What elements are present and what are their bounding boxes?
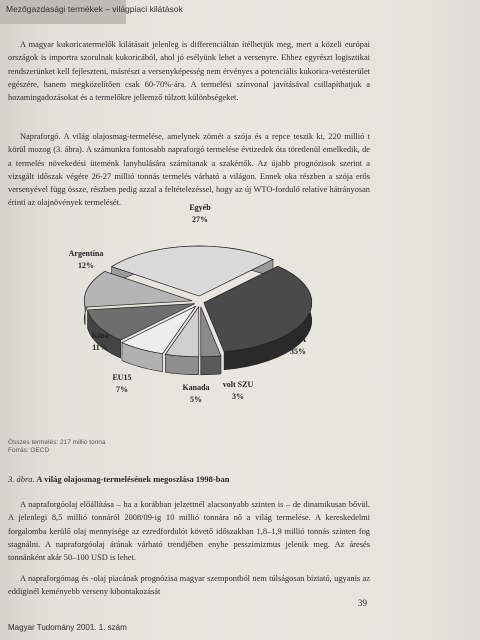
pie-slice-side-volt-szu — [201, 356, 221, 375]
pie-chart — [50, 203, 360, 420]
figure-caption — [8, 474, 378, 484]
slice-value-label: 12% — [78, 261, 94, 270]
slice-name-label: volt SZU — [222, 380, 254, 389]
slice-name-label: Kína — [91, 331, 109, 340]
slice-value-label: 7% — [116, 385, 128, 394]
slice-value-label: 27% — [192, 215, 208, 224]
pie-slices — [84, 246, 311, 375]
slice-value-label: 3% — [232, 392, 244, 401]
figure-title: A világ olajosmag-termelésének megoszlása 1998-ban — [34, 474, 230, 484]
slice-name-label: USA — [289, 335, 307, 344]
paragraph: A magyar kukoricatermelők kilátásait jelenleg is differenciáltan ítélhetjük meg, mert a közeli európai országok is importra szorulnak kukoricából, ahol jó esélyünk lehet a versenyre. Ehhez egyrészt logisztikai rendszerünket kell fejleszteni, másrészt a versenyképesség nem érvényes a potenciális kukorica-vetésterület egészére, hanem megközelítően csak 60-70%-ára. A termelési színvonal javításával csillapíthatjuk a hozamingadozásokat és a termelőkre jellemző túlzott különbségeket. — [8, 40, 370, 103]
pie-slice-side-kanada — [165, 354, 198, 374]
slice-value-label: 35% — [290, 347, 306, 356]
slice-value-label: 5% — [190, 395, 202, 404]
figure-number: 3. ábra. — [8, 474, 35, 484]
slice-name-label: EU15 — [112, 373, 132, 382]
slice-name-label: Argentína — [68, 249, 104, 258]
paragraph: A napraforgóolaj előállítása – ha a korábban jelzettnél alacsonyabb szinten is – de dinamikusan bővül. A jelenlegi 8,5 millió tonnáról 2008/09-ig 10 millió tonnára nő a világ termelése. A kereskedelmi forgalomba kerülő olaj mennyisége az ezredfordulót követő időszakban 1,8–1,9 millió tonnás szinten fog stagnálni. A napraforgóolaj árának várható trendjében enyhe pesszimizmus jelenik meg. Az áresés tonnánként akár 50–100 USD is lehet. — [8, 500, 370, 563]
paragraph: Napraforgó. A világ olajosmag-termelése, amelynek zömét a szója és a repce teszik ki, 220 millió t körül mozog (3. ábra). A számunkra fontosabb napraforgó termelése évtizedek óta töretlenül emelkedik, de a termelés növekedési üteménk lanyhulására számítanak a szakértők. Az újabb prognózisok szerint a vizsgált időszak végére 26-27 millió tonnás termelés várható a világon. Ennek oka részben a szója erős versenyével függ össze, részben pedig azzal a feltételezéssel, hogy az új WTO-forduló relatíve hátrányosan érinti az olajnövények termelését. — [8, 132, 370, 208]
slice-value-label: 11% — [92, 343, 108, 352]
paragraph: A napraforgómag és -olaj piacának prognózisa magyar szempontból nem túlságosan biztató, ugyanis az eddiginél keményebb verseny kibontakozását — [8, 574, 370, 597]
slice-name-label: Egyéb — [189, 203, 211, 212]
page-number: 39 — [358, 598, 367, 608]
running-header: Mezőgazdasági termékek – világpiaci kilátások — [6, 4, 183, 14]
journal-footer: Magyar Tudomány 2001. 1. szám — [8, 623, 127, 632]
chart-note-total: Összes termelés: 217 millió tonna — [8, 439, 106, 446]
chart-note-source: Forrás: OECD — [8, 447, 50, 454]
slice-name-label: Kanada — [182, 383, 210, 392]
